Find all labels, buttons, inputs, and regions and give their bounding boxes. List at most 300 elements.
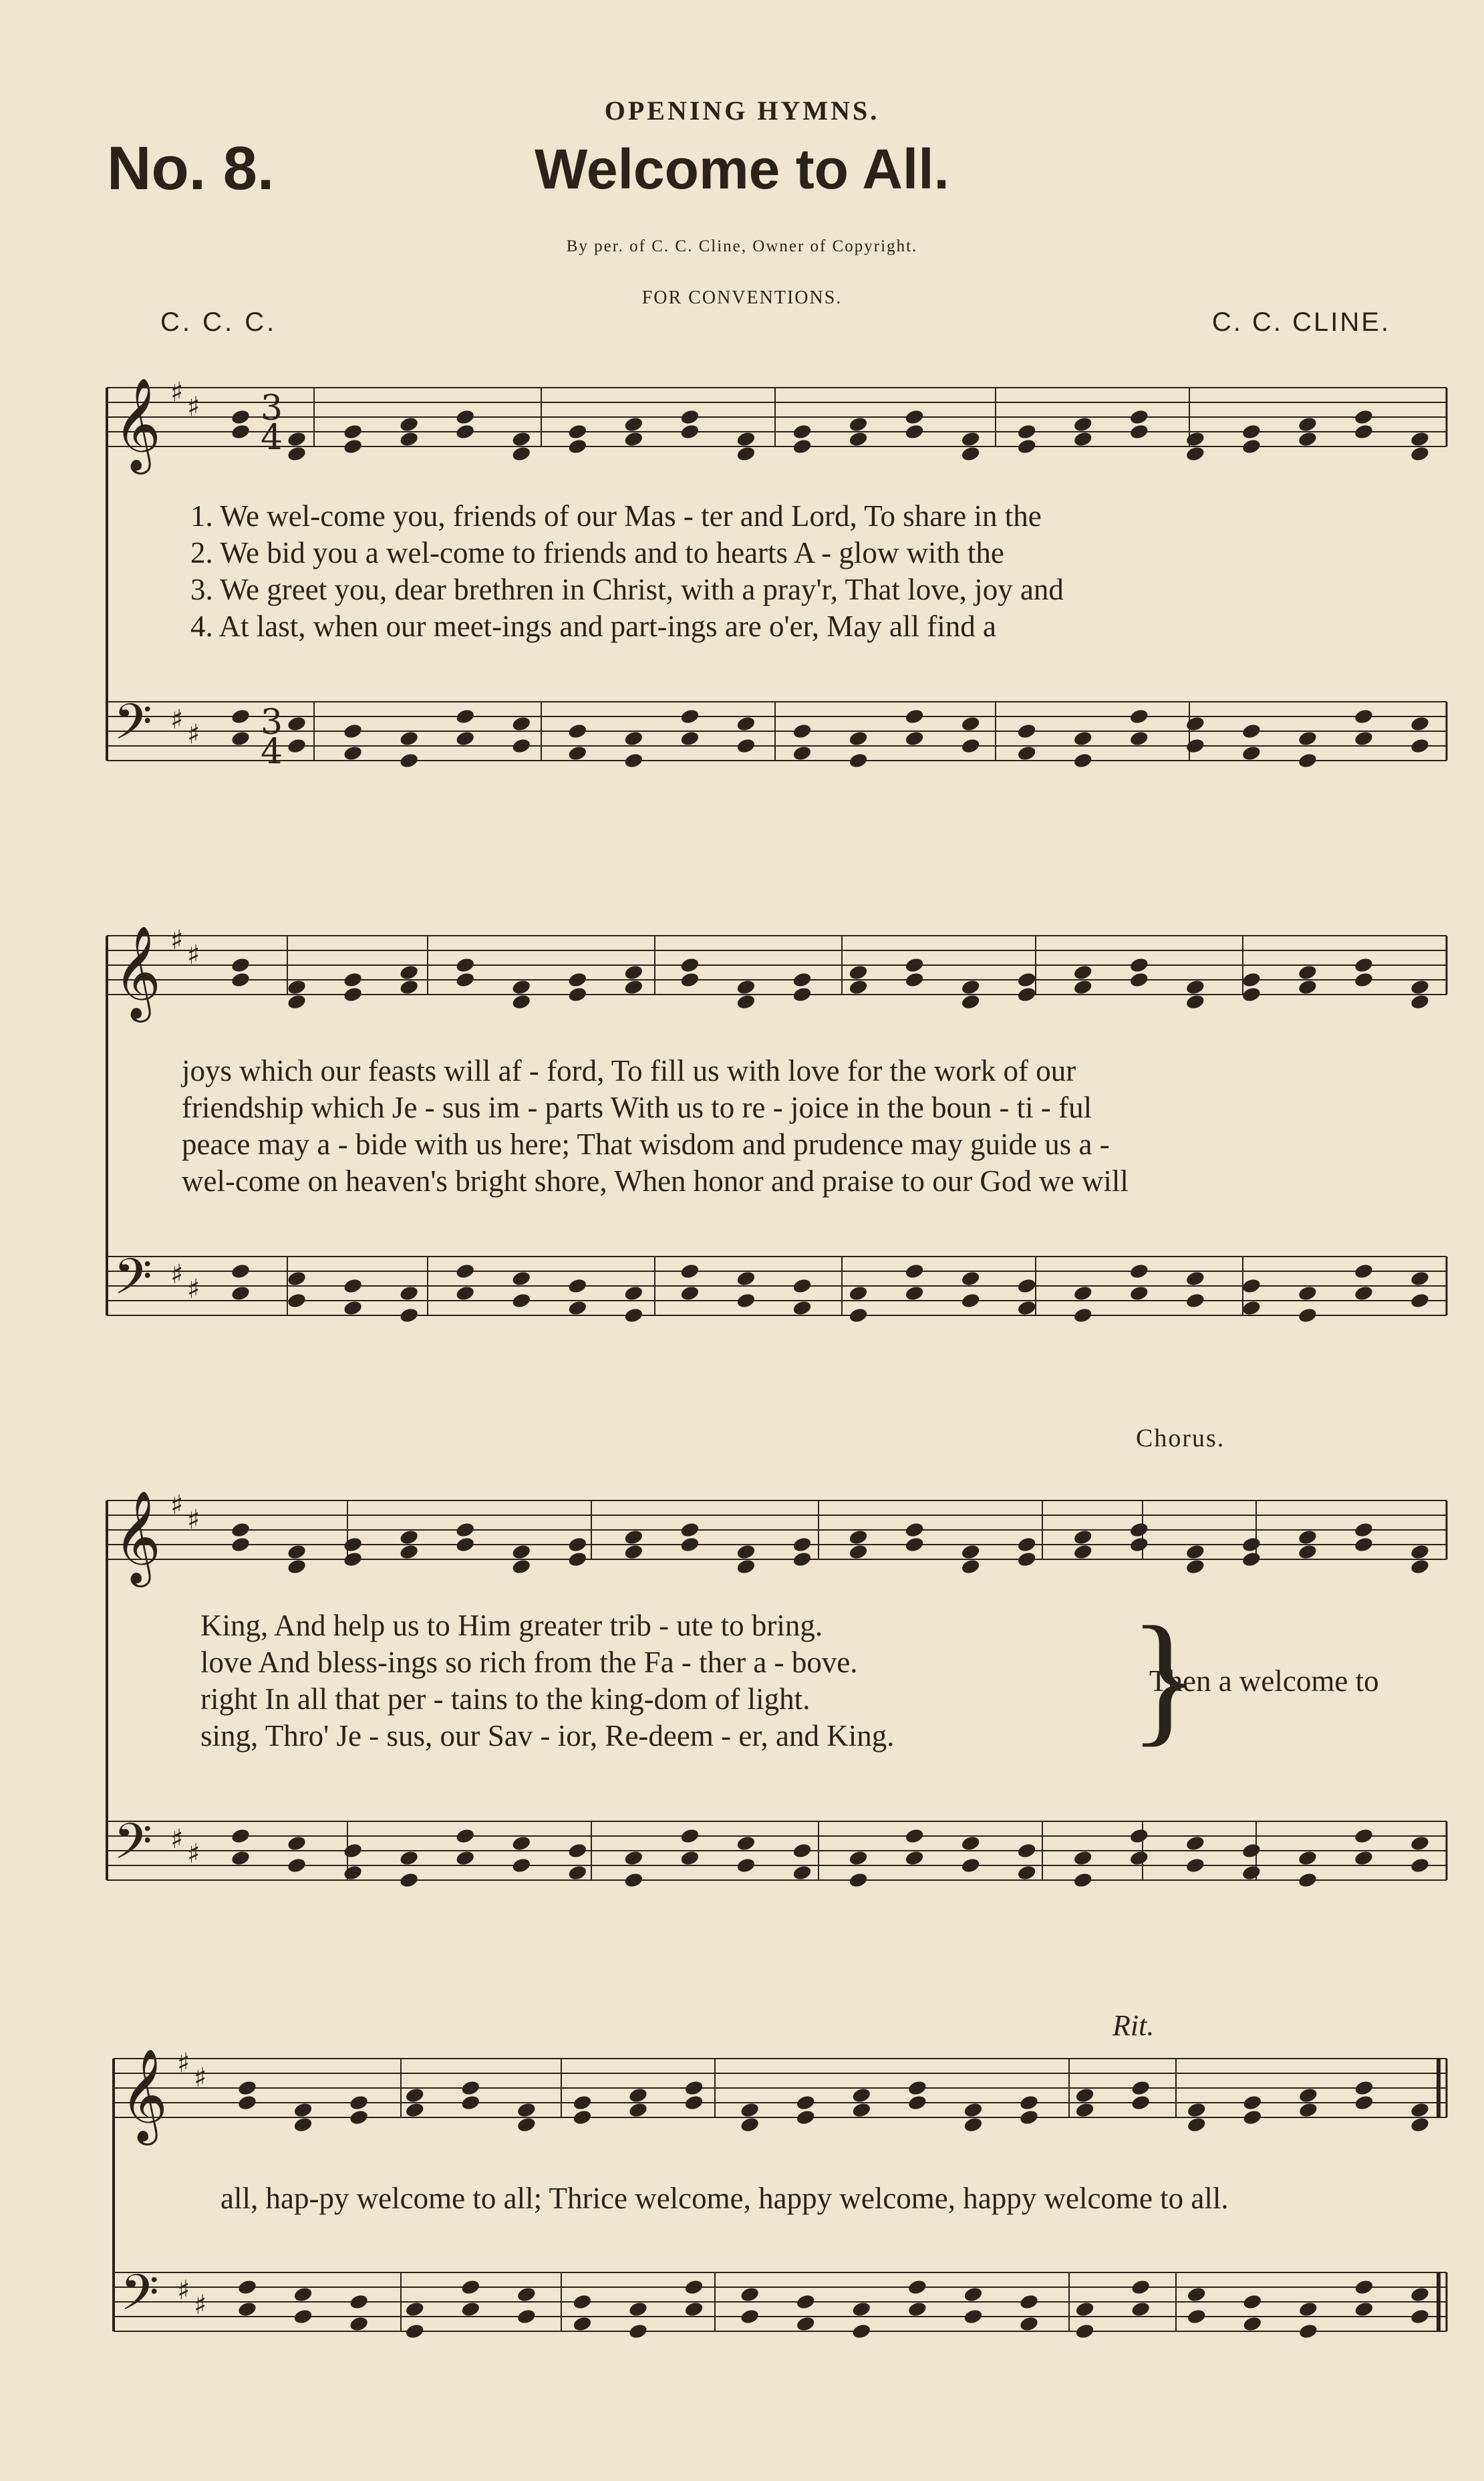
note-head — [1131, 2278, 1151, 2296]
note-head — [963, 2286, 984, 2303]
note-head — [455, 956, 476, 974]
note-head — [1298, 2101, 1319, 2119]
note-head — [680, 1827, 700, 1845]
note-head — [628, 2301, 649, 2318]
note-head — [960, 1543, 981, 1561]
note-head — [399, 416, 420, 433]
note-head — [1298, 1871, 1318, 1889]
note-head — [399, 1871, 420, 1889]
note-head — [907, 2301, 928, 2318]
note-head — [904, 971, 925, 989]
note-head — [572, 2109, 593, 2126]
note-head — [736, 445, 756, 463]
note-head — [1298, 416, 1318, 433]
note-head — [623, 730, 644, 747]
note-head — [511, 430, 532, 448]
note-head — [287, 1292, 307, 1309]
note-head — [740, 2101, 760, 2119]
verse-line: right In all that per - tains to the king-dom of light. — [200, 1682, 810, 1716]
note-head — [1072, 1871, 1093, 1889]
note-head — [237, 2094, 258, 2111]
note-head — [1410, 1835, 1431, 1852]
note-head — [1410, 1543, 1431, 1561]
note-head — [1016, 986, 1037, 1003]
clef-symbol: 4 — [261, 732, 283, 772]
note-head — [795, 2094, 816, 2111]
note-head — [960, 1857, 981, 1874]
note-head — [399, 730, 420, 747]
verse-line: sing, Thro' Je - sus, our Sav - ior, Re-deem - er, and King. — [200, 1719, 895, 1752]
note-head — [287, 1270, 307, 1287]
note-head — [1185, 1558, 1206, 1575]
note-head — [1016, 423, 1037, 440]
note-head — [399, 1529, 420, 1546]
note-head — [455, 1849, 476, 1867]
note-head — [516, 2308, 537, 2325]
note-head — [851, 2087, 872, 2104]
note-head — [792, 1299, 812, 1317]
note-head — [907, 2094, 928, 2111]
note-head — [567, 723, 588, 740]
note-head — [1298, 430, 1318, 448]
note-head — [231, 730, 251, 747]
hymn-number: No. 8. — [107, 134, 275, 203]
note-head — [1185, 430, 1206, 448]
note-head — [792, 971, 812, 989]
note-head — [680, 956, 700, 974]
note-head — [795, 2315, 816, 2333]
note-head — [792, 723, 812, 740]
note-head — [1241, 1277, 1262, 1295]
note-head — [1410, 2308, 1431, 2325]
note-head — [1354, 708, 1374, 725]
note-head — [287, 1835, 307, 1852]
note-head — [1354, 423, 1374, 440]
note-head — [1129, 1263, 1149, 1280]
note-head — [1241, 745, 1262, 762]
note-head — [848, 1871, 869, 1889]
note-head — [848, 1529, 869, 1546]
note-head — [1298, 1543, 1318, 1561]
note-head — [567, 971, 588, 989]
note-head — [1241, 1551, 1262, 1568]
note-head — [907, 2079, 928, 2097]
note-head — [1129, 956, 1149, 974]
note-head — [1016, 438, 1037, 455]
note-head — [1186, 2308, 1207, 2325]
note-head — [1242, 2109, 1263, 2126]
note-head — [1072, 1307, 1093, 1324]
lyricist-credit: C. C. C. — [160, 307, 277, 337]
note-head — [1072, 752, 1093, 769]
clef-symbol: ♯ — [170, 377, 184, 408]
clef-symbol: 𝄞 — [120, 2049, 168, 2141]
note-head — [1129, 730, 1149, 747]
note-head — [960, 715, 981, 733]
note-head — [231, 971, 251, 989]
note-head — [460, 2094, 481, 2111]
note-head — [736, 430, 756, 448]
note-head — [1185, 445, 1206, 463]
note-head — [1186, 2101, 1207, 2119]
note-head — [628, 2323, 649, 2340]
note-head — [455, 408, 476, 426]
verse-line: 2. We bid you a wel-come to friends and to hearts A - glow with the — [190, 536, 1004, 569]
note-head — [455, 1285, 476, 1302]
note-head — [1354, 1285, 1374, 1302]
clef-symbol: ♯ — [170, 1824, 184, 1855]
note-head — [455, 971, 476, 989]
note-head — [795, 2293, 816, 2311]
note-head — [1298, 1529, 1318, 1546]
note-head — [684, 2079, 704, 2097]
note-head — [567, 423, 588, 440]
note-head — [904, 1849, 925, 1867]
note-head — [623, 1307, 644, 1324]
note-head — [511, 1835, 532, 1852]
note-head — [1072, 1849, 1093, 1867]
note-head — [1241, 1842, 1262, 1859]
note-head — [736, 1857, 756, 1874]
note-head — [1016, 1277, 1037, 1295]
note-head — [628, 2101, 649, 2119]
note-head — [1298, 2301, 1319, 2318]
note-head — [848, 978, 869, 996]
clef-symbol: 𝄢 — [114, 1813, 152, 1883]
note-head — [680, 1536, 700, 1553]
note-head — [792, 745, 812, 762]
note-head — [572, 2293, 593, 2311]
note-head — [511, 978, 532, 996]
note-head — [293, 2308, 313, 2325]
refrain-lead-in: Then a welcome to — [1149, 1664, 1379, 1698]
note-head — [455, 1521, 476, 1539]
note-head — [1298, 1849, 1318, 1867]
note-head — [287, 430, 307, 448]
note-head — [904, 423, 925, 440]
note-head — [349, 2315, 369, 2333]
note-head — [960, 1270, 981, 1287]
note-head — [1129, 408, 1149, 426]
note-head — [960, 1558, 981, 1575]
note-head — [293, 2101, 313, 2119]
note-head — [511, 737, 532, 755]
note-head — [455, 730, 476, 747]
note-head — [293, 2116, 313, 2133]
clef-symbol: ♯ — [187, 719, 200, 750]
note-head — [904, 730, 925, 747]
note-head — [848, 730, 869, 747]
note-head — [343, 1551, 363, 1568]
note-head — [455, 423, 476, 440]
note-head — [1185, 715, 1206, 733]
note-head — [904, 408, 925, 426]
note-head — [1185, 1543, 1206, 1561]
note-head — [1074, 2101, 1095, 2119]
note-head — [1354, 971, 1374, 989]
note-head — [848, 964, 869, 981]
note-head — [399, 1285, 420, 1302]
note-head — [1410, 2101, 1431, 2119]
note-head — [1016, 1864, 1037, 1881]
clef-symbol: ♯ — [170, 925, 184, 956]
note-head — [567, 1299, 588, 1317]
note-head — [455, 1827, 476, 1845]
note-head — [1354, 1536, 1374, 1553]
note-head — [1298, 1307, 1318, 1324]
note-head — [567, 1864, 588, 1881]
note-head — [960, 1292, 981, 1309]
system1-lyrics — [190, 498, 1064, 645]
note-head — [1129, 1827, 1149, 1845]
note-head — [960, 737, 981, 755]
clef-symbol: ♯ — [187, 392, 200, 422]
note-head — [1298, 964, 1318, 981]
note-head — [1354, 1827, 1374, 1845]
clef-symbol: ♯ — [177, 2048, 190, 2079]
note-head — [1242, 2293, 1263, 2311]
note-head — [1072, 1543, 1093, 1561]
note-head — [623, 430, 644, 448]
note-head — [231, 1827, 251, 1845]
note-head — [231, 1263, 251, 1280]
note-head — [1186, 2286, 1207, 2303]
verse-brace: } — [1129, 1596, 1200, 1759]
note-head — [1129, 1521, 1149, 1539]
clef-symbol: ♯ — [170, 1259, 184, 1290]
note-head — [511, 1857, 532, 1874]
note-head — [1410, 978, 1431, 996]
note-head — [623, 1543, 644, 1561]
note-head — [1072, 416, 1093, 433]
note-head — [1185, 993, 1206, 1011]
note-head — [343, 986, 363, 1003]
note-head — [740, 2286, 760, 2303]
note-head — [1410, 2116, 1431, 2133]
clef-symbol: ♯ — [194, 2290, 207, 2321]
note-head — [399, 1307, 420, 1324]
note-head — [1072, 1529, 1093, 1546]
note-head — [511, 715, 532, 733]
note-head — [343, 1864, 363, 1881]
verse-line: wel-come on heaven's bright shore, When honor and praise to our God we will — [182, 1164, 1129, 1198]
verse-line: love And bless-ings so rich from the Fa - ther a - bove. — [200, 1646, 858, 1679]
clef-symbol: ♯ — [187, 1505, 200, 1535]
note-head — [736, 1292, 756, 1309]
note-head — [1129, 1536, 1149, 1553]
note-head — [1072, 430, 1093, 448]
note-head — [1241, 1299, 1262, 1317]
note-head — [1185, 1857, 1206, 1874]
note-head — [1016, 1551, 1037, 1568]
note-head — [1074, 2301, 1095, 2318]
note-head — [1131, 2079, 1151, 2097]
note-head — [623, 1871, 644, 1889]
note-head — [960, 978, 981, 996]
note-head — [287, 445, 307, 463]
note-head — [736, 1270, 756, 1287]
note-head — [904, 1285, 925, 1302]
note-head — [237, 2278, 258, 2296]
note-head — [1410, 430, 1431, 448]
note-head — [1242, 2315, 1263, 2333]
note-head — [404, 2101, 425, 2119]
note-head — [460, 2079, 481, 2097]
note-head — [567, 745, 588, 762]
note-head — [1354, 956, 1374, 974]
system3-lyrics — [200, 1607, 894, 1754]
note-head — [623, 1529, 644, 1546]
note-head — [343, 423, 363, 440]
note-head — [511, 993, 532, 1011]
note-head — [792, 423, 812, 440]
note-head — [399, 1849, 420, 1867]
clef-symbol: 3 — [261, 702, 283, 743]
note-head — [680, 708, 700, 725]
note-head — [455, 1536, 476, 1553]
clef-symbol: 4 — [261, 418, 283, 458]
note-head — [736, 978, 756, 996]
note-head — [1298, 1285, 1318, 1302]
note-head — [680, 423, 700, 440]
note-head — [343, 1299, 363, 1317]
note-head — [1354, 1521, 1374, 1539]
note-head — [572, 2315, 593, 2333]
note-head — [904, 1827, 925, 1845]
note-head — [1410, 715, 1431, 733]
note-head — [516, 2101, 537, 2119]
note-head — [287, 715, 307, 733]
clef-symbol: ♯ — [177, 2275, 190, 2306]
note-head — [1016, 1299, 1037, 1317]
note-head — [516, 2116, 537, 2133]
note-head — [623, 1849, 644, 1867]
note-head — [736, 1835, 756, 1852]
note-head — [1074, 2087, 1095, 2104]
note-head — [1016, 745, 1037, 762]
conventions-subtitle: FOR CONVENTIONS. — [641, 287, 843, 308]
note-head — [1185, 1270, 1206, 1287]
note-head — [399, 430, 420, 448]
note-head — [349, 2094, 369, 2111]
note-head — [343, 723, 363, 740]
note-head — [623, 978, 644, 996]
note-head — [680, 1521, 700, 1539]
note-head — [792, 1536, 812, 1553]
note-head — [567, 1842, 588, 1859]
note-head — [628, 2087, 649, 2104]
note-head — [287, 978, 307, 996]
note-head — [851, 2301, 872, 2318]
note-head — [1185, 978, 1206, 996]
note-head — [287, 1543, 307, 1561]
note-head — [1241, 1864, 1262, 1881]
clef-symbol: ♯ — [187, 1274, 200, 1305]
clef-symbol: 𝄞 — [114, 378, 161, 471]
note-head — [963, 2101, 984, 2119]
note-head — [1185, 1292, 1206, 1309]
note-head — [1016, 1536, 1037, 1553]
note-head — [1241, 1536, 1262, 1553]
note-head — [736, 993, 756, 1011]
note-head — [1354, 1849, 1374, 1867]
note-head — [623, 964, 644, 981]
note-head — [795, 2109, 816, 2126]
note-head — [680, 1285, 700, 1302]
note-head — [680, 971, 700, 989]
note-head — [1016, 723, 1037, 740]
clef-symbol: 3 — [261, 388, 283, 428]
note-head — [399, 964, 420, 981]
note-head — [1298, 752, 1318, 769]
note-head — [1241, 723, 1262, 740]
note-head — [907, 2278, 928, 2296]
note-head — [399, 752, 420, 769]
note-head — [1410, 2286, 1431, 2303]
note-head — [904, 1536, 925, 1553]
note-head — [287, 993, 307, 1011]
note-head — [1129, 971, 1149, 989]
note-head — [567, 1277, 588, 1295]
note-head — [684, 2094, 704, 2111]
clef-symbol: ♯ — [187, 1839, 200, 1869]
note-head — [851, 2101, 872, 2119]
verse-line: 1. We wel-come you, friends of our Mas - ter and Lord, To share in the — [190, 499, 1042, 533]
section-title: OPENING HYMNS. — [604, 96, 880, 126]
note-head — [792, 438, 812, 455]
note-head — [684, 2278, 704, 2296]
verse-line: friendship which Je - sus im - parts With us to re - joice in the boun - ti - ful — [182, 1091, 1092, 1124]
note-head — [237, 2301, 258, 2318]
verse-line: King, And help us to Him greater trib - ute to bring. — [200, 1609, 823, 1642]
note-head — [231, 1849, 251, 1867]
note-head — [1354, 2301, 1374, 2318]
note-head — [460, 2301, 481, 2318]
note-head — [736, 1558, 756, 1575]
note-head — [404, 2087, 425, 2104]
note-head — [1410, 993, 1431, 1011]
note-head — [231, 1285, 251, 1302]
verse-line: joys which our feasts will af - ford, To fill us with love for the work of our — [182, 1054, 1076, 1087]
note-head — [1131, 2094, 1151, 2111]
note-head — [343, 745, 363, 762]
note-head — [963, 2116, 984, 2133]
note-head — [343, 1842, 363, 1859]
note-head — [792, 1277, 812, 1295]
note-head — [848, 1307, 869, 1324]
note-head — [1241, 438, 1262, 455]
note-head — [1072, 978, 1093, 996]
note-head — [231, 708, 251, 725]
note-head — [567, 1551, 588, 1568]
note-head — [623, 1285, 644, 1302]
note-head — [960, 445, 981, 463]
note-head — [1354, 2278, 1374, 2296]
note-head — [293, 2286, 313, 2303]
note-head — [516, 2286, 537, 2303]
note-head — [343, 971, 363, 989]
note-head — [287, 1558, 307, 1575]
note-head — [231, 1521, 251, 1539]
note-head — [404, 2323, 425, 2340]
note-head — [963, 2308, 984, 2325]
clef-symbol: 𝄞 — [114, 926, 161, 1019]
note-head — [960, 430, 981, 448]
note-head — [680, 730, 700, 747]
composer-credit: C. C. CLINE. — [1211, 307, 1390, 337]
clef-symbol: ♯ — [170, 704, 184, 735]
copyright-notice: By per. of C. C. Cline, Owner of Copyright. — [566, 237, 918, 255]
